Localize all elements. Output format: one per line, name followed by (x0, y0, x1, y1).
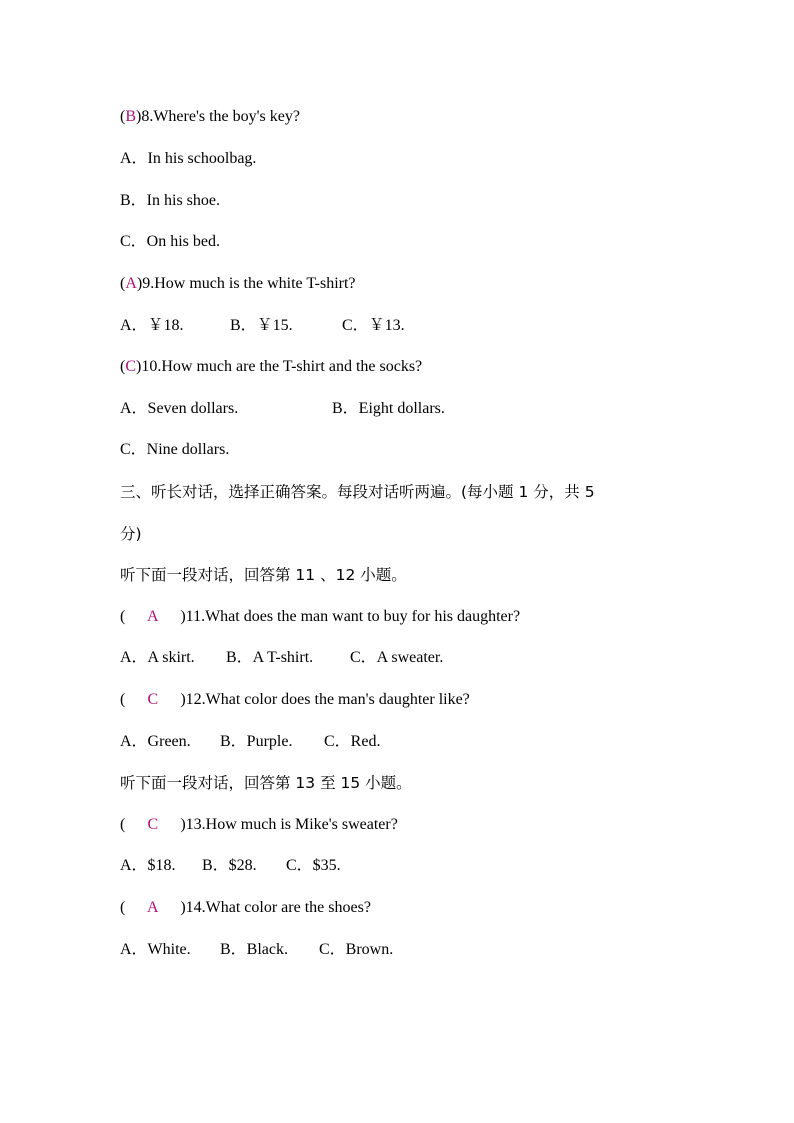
q8-option-a: A．In his schoolbag. (120, 150, 257, 167)
open-paren: ( (120, 358, 126, 375)
q12-option-a: A．Green. (120, 733, 191, 750)
open-paren: ( (120, 608, 126, 625)
q13-option-a: A．$18. (120, 857, 176, 874)
question-11 (120, 607, 520, 627)
question-13-text: )13.How much is Mike's sweater? (180, 816, 398, 833)
q14-option-c: C．Brown. (319, 941, 394, 958)
answer-10: C (125, 358, 136, 375)
q11-option-c: C．A sweater. (350, 649, 444, 666)
q9-option-c: C．￥13. (342, 317, 405, 334)
q11-option-b: B．A T-shirt. (226, 649, 314, 666)
section-3-heading-cont: 分) (120, 525, 142, 543)
q13-option-b: B．$28. (202, 857, 257, 874)
q13-options (120, 856, 341, 876)
question-11-text: )11.What does the man want to buy for his daughter? (180, 608, 521, 625)
answer-12: C (147, 691, 159, 708)
q11-options (120, 648, 443, 668)
open-paren: ( (120, 108, 126, 125)
answer-13: C (147, 816, 159, 833)
question-14-text: )14.What color are the shoes? (180, 899, 371, 916)
q10-option-a: A．Seven dollars. (120, 400, 239, 417)
q11-option-a: A．A skirt. (120, 649, 195, 666)
q9-option-b: B．￥15. (230, 317, 293, 334)
q13-option-c: C．$35. (286, 857, 341, 874)
question-13 (120, 815, 398, 835)
answer-11: A (147, 608, 159, 625)
answer-14: A (147, 899, 159, 916)
question-12-text: )12.What color does the man's daughter like? (180, 691, 470, 708)
open-paren: ( (120, 691, 126, 708)
answer-9: A (125, 275, 137, 292)
question-10 (120, 357, 422, 377)
question-14 (120, 898, 371, 918)
question-9 (120, 274, 356, 294)
q9-options (120, 316, 405, 336)
open-paren: ( (120, 275, 126, 292)
question-10-text: )10.How much are the T-shirt and the socks? (136, 358, 423, 375)
open-paren: ( (120, 899, 126, 916)
instruction-11-12: 听下面一段对话，回答第 11 、12 小题。 (120, 566, 407, 584)
q14-options (120, 940, 393, 960)
q12-options (120, 732, 380, 752)
question-8 (120, 107, 300, 127)
question-8-text: )8.Where's the boy's key? (136, 108, 300, 125)
q10-option-c: C．Nine dollars. (120, 441, 230, 458)
open-paren: ( (120, 816, 126, 833)
q12-option-b: B．Purple. (220, 733, 293, 750)
q8-option-c: C．On his bed. (120, 233, 221, 250)
section-3-heading: 三、听长对话，选择正确答案。每段对话听两遍。(每小题 1 分，共 5 (120, 483, 595, 501)
q10-option-b: B．Eight dollars. (332, 400, 445, 417)
answer-8: B (125, 108, 136, 125)
q14-option-a: A．White. (120, 941, 191, 958)
q14-option-b: B．Black. (220, 941, 288, 958)
question-9-text: )9.How much is the white T-shirt? (136, 275, 356, 292)
instruction-13-15: 听下面一段对话，回答第 13 至 15 小题。 (120, 774, 412, 792)
question-12 (120, 690, 470, 710)
q10-options-ab (120, 399, 445, 419)
q8-option-b: B．In his shoe. (120, 192, 221, 209)
q12-option-c: C．Red. (324, 733, 381, 750)
q9-option-a: A．￥18. (120, 317, 184, 334)
